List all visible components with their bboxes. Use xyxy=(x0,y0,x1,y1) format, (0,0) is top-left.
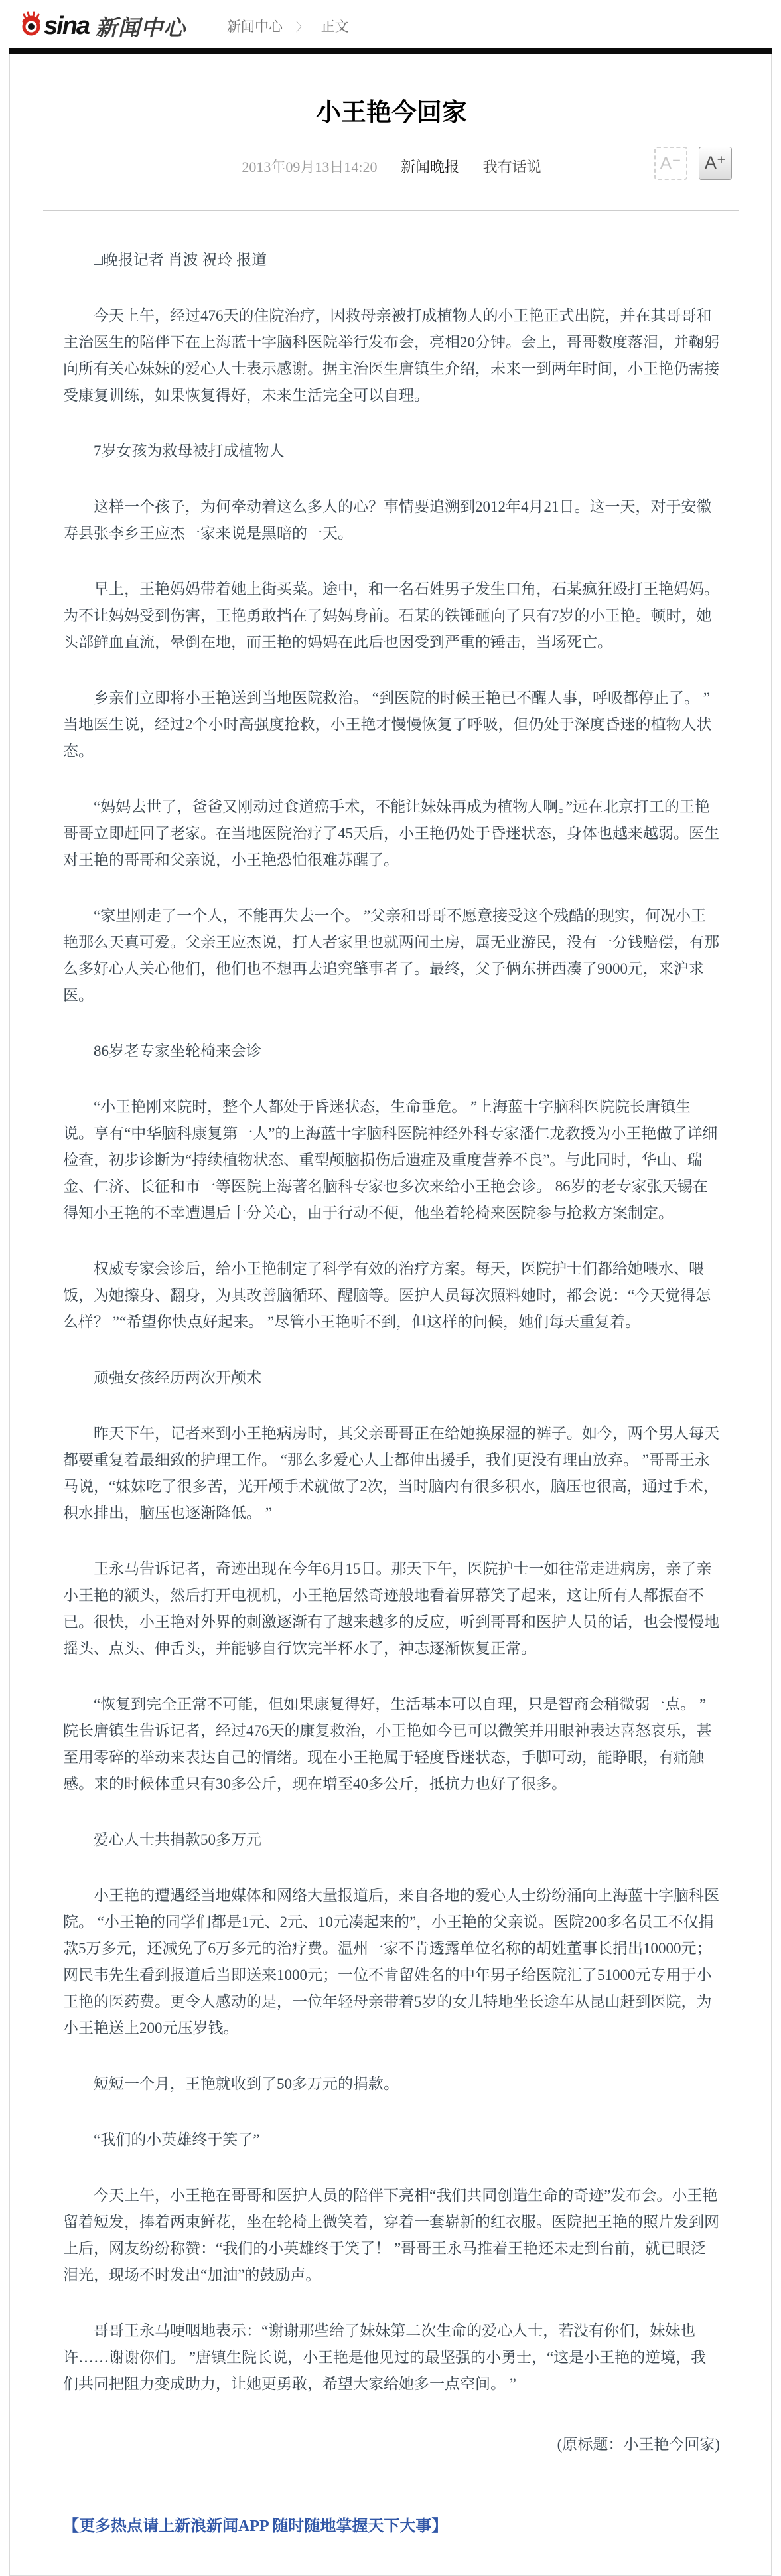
article-paragraph: 小王艳的遭遇经当地媒体和网络大量报道后，来自各地的爱心人士纷纷涌向上海蓝十字脑科医院。 “小王艳的同学们都是1元、2元、10元凑起来的”，小王艳的父亲说。医院200多名员工不仅捐款5万多元，还减免了6万多元的治疗费。温州一家不肯透露单位名称的胡姓董事长捐出10000元；网民韦先生看到报道后当即送来1000元；一位不肯留姓名的中年男子给医院汇了51000元专用于小王艳的医药费。更令人感动的是，一位年轻母亲带着5岁的女儿特地坐长途车从昆山赶到医院，为小王艳送上200元压岁钱。 xyxy=(63,1887,719,2036)
article-paragraph: 王永马告诉记者，奇迹出现在今年6月15日。那天下午，医院护士一如往常走进病房，亲了亲小王艳的额头，然后打开电视机，小王艳居然奇迹般地看着屏幕笑了起来，这让所有人都振奋不已。很快，小王艳对外界的刺激逐渐有了越来越多的反应，听到哥哥和医护人员的话，也会慢慢地摇头、点头、伸舌头，并能够自行饮完半杯水了，神志逐渐恢复正常。 xyxy=(63,1560,719,1657)
article-paragraph: “恢复到完全正常不可能，但如果康复得好，生活基本可以自理，只是智商会稍微弱一点。 ”院长唐镇生告诉记者，经过476天的康复救治，小王艳如今已可以微笑并用眼神表达喜怒哀乐，甚至用零碎的举动来表达自己的情绪。现在小王艳属于轻度昏迷状态，手脚可动，能睁眼，有痛触感。来的时候体重只有30多公斤，现在增至40多公斤，抵抗力也好了很多。 xyxy=(63,1696,712,1792)
section-subhead: “我们的小英雄终于笑了” xyxy=(94,2131,260,2148)
breadcrumb-current: 正文 xyxy=(320,19,349,35)
sina-news-app-link[interactable]: 【更多热点请上新浪新闻APP 随时随地掌握天下大事】 xyxy=(63,2518,448,2535)
article-card xyxy=(9,54,772,2576)
meta-divider xyxy=(43,210,739,211)
section-subhead: 爱心人士共捐款50多万元 xyxy=(94,1831,261,1848)
publish-date: 2013年09月13日14:20 xyxy=(242,159,378,175)
original-title-note: (原标题：小王艳今回家) xyxy=(557,2436,720,2453)
section-subhead: 7岁女孩为救母被打成植物人 xyxy=(94,443,285,459)
article-paragraph: 短短一个月，王艳就收到了50多万元的捐款。 xyxy=(94,2076,399,2092)
sina-logo[interactable] xyxy=(20,12,186,38)
breadcrumb xyxy=(227,16,349,38)
article-paragraph: 昨天下午，记者来到小王艳病房时，其父亲哥哥正在给她换尿湿的裤子。如今，两个男人每天都要重复着最细致的护理工作。 “那么多爱心人士都伸出援手，我们更没有理由放弃。 ”哥哥王永马说，“妹妹吃了很多苦，光开颅手术就做了2次，当时脑内有很多积水，脑压也很高，通过手术，积水排出，脑压也逐渐降低。 ” xyxy=(63,1425,719,1521)
section-subhead: 86岁老专家坐轮椅来会诊 xyxy=(94,1043,261,1059)
source-link[interactable]: 新闻晚报 xyxy=(401,159,460,175)
sina-eye-icon xyxy=(20,12,42,38)
article-meta xyxy=(63,153,727,190)
sina-logo-text: sina xyxy=(44,12,90,40)
section-subhead: 顽强女孩经历两次开颅术 xyxy=(94,1369,261,1386)
article-paragraph: 早上，王艳妈妈带着她上街买菜。途中，和一名石姓男子发生口角，石某疯狂殴打王艳妈妈。为不让妈妈受到伤害，王艳勇敢挡在了妈妈身前。石某的铁锤砸向了只有7岁的小王艳。顿时，她头部鲜血直流，晕倒在地，而王艳的妈妈在此后也因受到严重的锤击，当场死亡。 xyxy=(63,581,719,650)
font-decrease-button[interactable]: A⁻ xyxy=(654,147,687,180)
comment-link[interactable]: 我有话说 xyxy=(482,159,541,175)
breadcrumb-root[interactable]: 新闻中心 xyxy=(227,19,283,35)
font-increase-button[interactable]: A⁺ xyxy=(699,147,732,180)
article-paragraph: 这样一个孩子，为何牵动着这么多人的心？事情要追溯到2012年4月21日。这一天，对于安徽寿县张李乡王应杰一家来说是黑暗的一天。 xyxy=(63,498,712,542)
article-paragraph: 今天上午，经过476天的住院治疗，因救母亲被打成植物人的小王艳正式出院，并在其哥哥和主治医生的陪伴下在上海蓝十字脑科医院举行发布会，亮相20分钟。会上，哥哥数度落泪，并鞠躬向所有关心妹妹的爱心人士表示感谢。据主治医生唐镇生介绍，未来一到两年时间，小王艳仍需接受康复训练，如果恢复得好，未来生活完全可以自理。 xyxy=(63,307,719,404)
article-paragraph: “小王艳刚来院时，整个人都处于昏迷状态，生命垂危。 ”上海蓝十字脑科医院院长唐镇生说。享有“中华脑科康复第一人”的上海蓝十字脑科医院神经外科专家潘仁龙教授为小王艳做了详细检查，初步诊断为“持续植物状态、重型颅脑损伤后遗症及重度营养不良”。与此同时，华山、瑞金、仁济、长征和市一等医院上海著名脑科专家也多次来给小王艳会诊。 86岁的老专家张天锡在得知小王艳的不幸遭遇后十分关心，由于行动不便，他坐着轮椅来医院参与抢救方案制定。 xyxy=(63,1099,718,1221)
breadcrumb-separator-icon: 〉 xyxy=(295,21,308,34)
article-paragraph: “家里刚走了一个人，不能再失去一个。 ”父亲和哥哥不愿意接受这个残酷的现实，何况小王艳那么天真可爱。父亲王应杰说，打人者家里也就两间土房，属无业游民，没有一分钱赔偿，有那么多好心人关心他们，他们也不想再去追究肇事者了。最终，父子俩东拼西凑了9000元，来沪求医。 xyxy=(63,907,719,1004)
site-header xyxy=(0,0,781,42)
page-title: 小王艳今回家 xyxy=(315,99,467,127)
font-size-controls xyxy=(654,147,733,180)
article-paragraph: 今天上午，小王艳在哥哥和医护人员的陪伴下亮相“我们共同创造生命的奇迹”发布会。小王艳留着短发，捧着两束鲜花，坐在轮椅上微笑着，穿着一套崭新的红衣服。医院把王艳的照片发到网上后，网友纷纷称赞：“我们的小英雄终于笑了！ ”哥哥王永马推着王艳还未走到台前，就已眼泛泪光，现场不时发出“加油”的鼓励声。 xyxy=(63,2187,719,2283)
article-paragraph: 权威专家会诊后，给小王艳制定了科学有效的治疗方案。每天，医院护士们都给她喂水、喂饭，为她擦身、翻身，为其改善脑循环、醒脑等。医护人员每次照料她时，都会说：“今天觉得怎么样？ ”“希望你快点好起来。 ”尽管小王艳听不到，但这样的问候，她们每天重复着。 xyxy=(63,1260,711,1330)
article-paragraph: 乡亲们立即将小王艳送到当地医院救治。 “到医院的时候王艳已不醒人事，呼吸都停止了。 ”当地医生说，经过2个小时高强度抢救，小王艳才慢慢恢复了呼吸，但仍处于深度昏迷的植物人状态。 xyxy=(63,690,712,759)
logo-channel-text: 新闻中心 xyxy=(96,15,186,40)
byline: □晚报记者 肖波 祝玲 报道 xyxy=(94,252,267,268)
article-paragraph: 哥哥王永马哽咽地表示：“谢谢那些给了妹妹第二次生命的爱心人士，若没有你们，妹妹也许……谢谢你们。 ”唐镇生院长说，小王艳是他见过的最坚强的小勇士，“这是小王艳的逆境，我们共同把阻力变成助力，让她更勇敢，希望大家给她多一点空间。 ” xyxy=(63,2322,707,2392)
article-body xyxy=(63,247,720,2397)
header-divider-bar xyxy=(9,48,772,54)
article-paragraph: “妈妈去世了，爸爸又刚动过食道癌手术，不能让妹妹再成为植物人啊。”远在北京打工的王艳哥哥立即赶回了老家。在当地医院治疗了45天后，小王艳仍处于昏迷状态，身体也越来越弱。医生对王艳的哥哥和父亲说，小王艳恐怕很难苏醒了。 xyxy=(63,798,719,868)
